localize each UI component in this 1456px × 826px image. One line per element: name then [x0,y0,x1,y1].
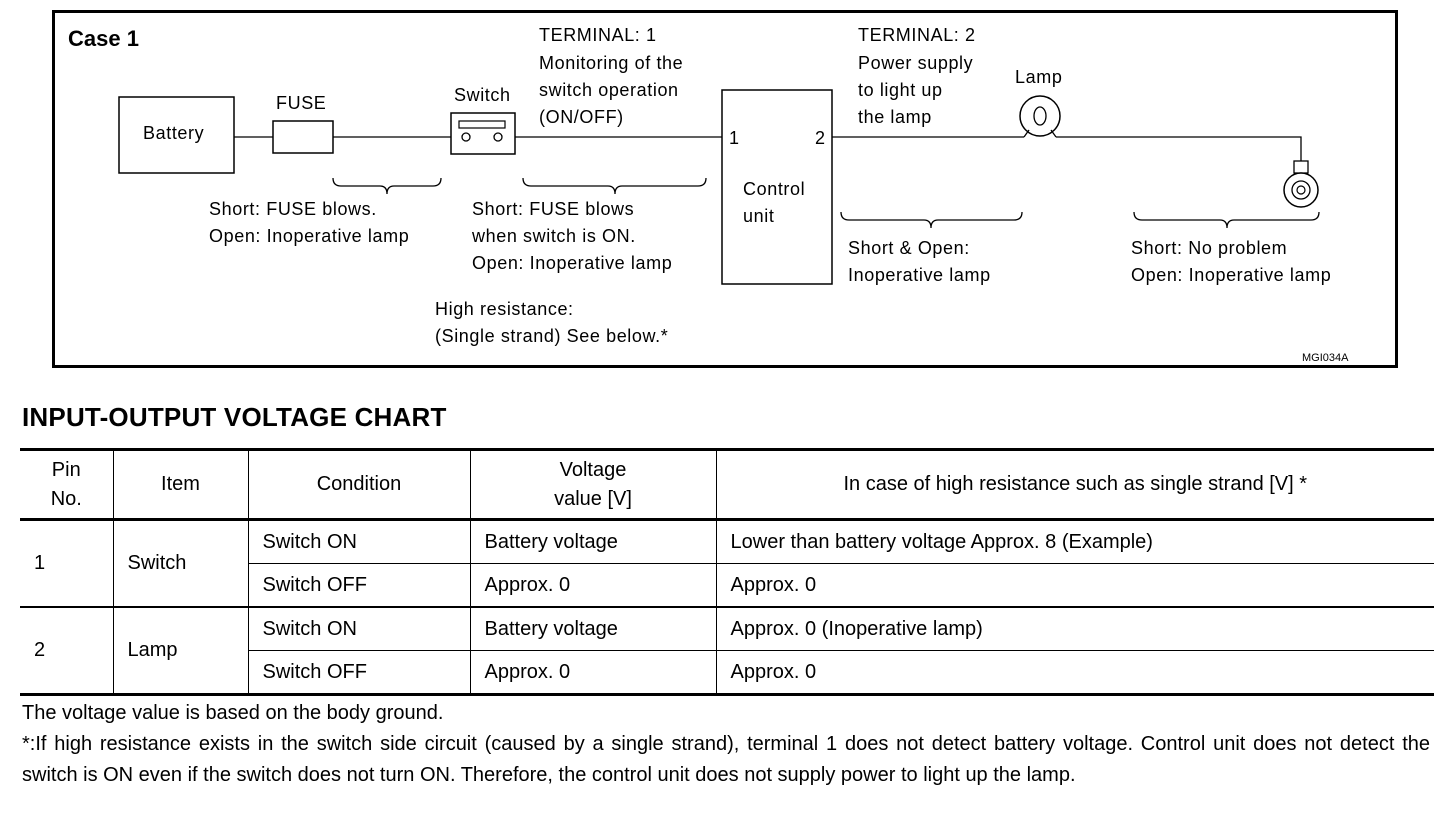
item-cell: Switch [113,520,248,608]
condition-cell: Switch ON [248,520,470,564]
wire-lamp-ground [1056,137,1301,161]
lamp-segment-note-1: Short & Open: [848,238,970,258]
fuse-label: FUSE [276,93,327,113]
lamp-segment-note-2: Inoperative lamp [848,265,991,285]
fuse-segment-note-2: Open: Inoperative lamp [209,226,410,246]
header-pin-line2: No. [50,487,82,510]
table-row [20,520,1434,564]
voltage-cell: Battery voltage [470,607,716,651]
condition-cell: Switch OFF [248,564,470,608]
chart-title: INPUT-OUTPUT VOLTAGE CHART [22,402,447,432]
terminal-pin-1: 1 [729,128,740,148]
high-resistance-note-1: High resistance: [435,299,574,319]
note-high-resistance: *:If high resistance exists in the switch side circuit (caused by a single strand), terminal 1 does not detect battery voltage. Control unit does not detect the switch is ON even if the switch does not turn ON. Therefore, the control unit does not supply power to light up the lamp. [22,733,1430,786]
pin-cell: 2 [20,607,113,695]
header-pin [20,450,113,520]
brace-ground-segment [1134,212,1319,228]
switch-segment-note-1: Short: FUSE blows [472,199,635,219]
terminal1-line3: switch operation [539,80,679,100]
header-high-resistance: In case of high resistance such as single strand [V] * [716,450,1434,520]
high-resistance-cell: Approx. 0 [716,651,1434,695]
terminal1-line4: (ON/OFF) [539,107,624,127]
switch-symbol [451,113,515,154]
battery-label: Battery [143,123,205,143]
header-voltage-line2: value [V] [554,487,632,510]
pin-cell: 1 [20,520,113,608]
condition-cell: Switch ON [248,607,470,651]
voltage-cell: Approx. 0 [470,651,716,695]
lamp-label: Lamp [1015,67,1063,87]
condition-cell: Switch OFF [248,651,470,695]
switch-segment-note-3: Open: Inoperative lamp [472,253,673,273]
brace-lamp-segment [841,212,1022,228]
fuse-segment-note-1: Short: FUSE blows. [209,199,377,219]
note-body-ground: The voltage value is based on the body ground. [22,702,444,724]
control-unit-label-line2: unit [743,206,775,226]
case-title: Case 1 [68,26,139,51]
terminal2-line1: TERMINAL: 2 [858,25,976,45]
switch-contact-right [494,133,502,141]
wiring-diagram [0,0,1456,380]
fuse-symbol [273,121,333,153]
switch-contact-left [462,133,470,141]
item-cell: Lamp [113,607,248,695]
table-row [20,607,1434,651]
table-header-row [20,450,1434,520]
switch-segment-note-2: when switch is ON. [472,226,636,246]
ground-symbol [1284,173,1318,207]
header-voltage-line1: Voltage [559,458,627,481]
terminal2-line2: Power supply [858,53,974,73]
ground-segment-note-2: Open: Inoperative lamp [1131,265,1332,285]
switch-lever [459,121,505,128]
terminal2-line3: to light up [858,80,943,100]
voltage-cell: Approx. 0 [470,564,716,608]
lamp-symbol [1020,96,1060,136]
notes [22,698,1430,791]
switch-label: Switch [454,85,511,105]
high-resistance-cell: Approx. 0 [716,564,1434,608]
control-unit-label-line1: Control [743,179,806,199]
high-resistance-note-2: (Single strand) See below.* [435,326,669,346]
header-item: Item [113,450,248,520]
high-resistance-cell: Approx. 0 (Inoperative lamp) [716,607,1434,651]
voltage-chart-table [20,448,1434,696]
terminal-pin-2: 2 [815,128,826,148]
terminal1-line2: Monitoring of the [539,53,684,73]
figure-code: MGI034A [1302,352,1349,364]
brace-switch-segment [523,178,706,194]
terminal1-line1: TERMINAL: 1 [539,25,657,45]
terminal2-line4: the lamp [858,107,932,127]
brace-fuse-segment [333,178,441,194]
voltage-cell: Battery voltage [470,520,716,564]
header-voltage [470,450,716,520]
header-pin-line1: Pin [51,458,81,481]
high-resistance-cell: Lower than battery voltage Approx. 8 (Example) [716,520,1434,564]
ground-connector [1294,161,1308,173]
header-condition: Condition [248,450,470,520]
ground-segment-note-1: Short: No problem [1131,238,1288,258]
